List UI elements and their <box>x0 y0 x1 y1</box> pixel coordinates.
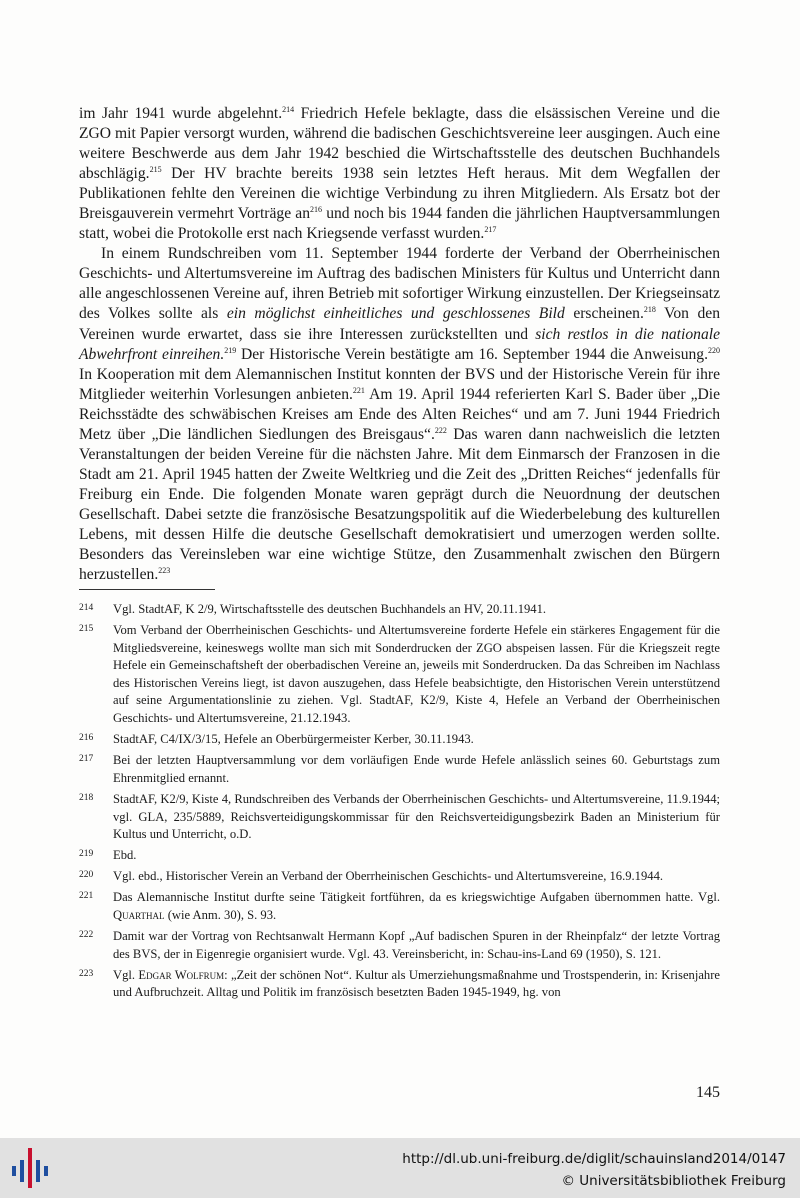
author-name: Edgar Wolfrum <box>138 967 225 982</box>
footnote <box>79 601 720 619</box>
footer-url-link[interactable]: http://dl.ub.uni-freiburg.de/diglit/schauinsland2014/0147 <box>402 1151 786 1167</box>
footnote-text-run: Ebd. <box>113 848 137 863</box>
footnote-ref: 216 <box>310 205 323 215</box>
footnotes <box>79 601 720 1005</box>
paragraph-1 <box>79 104 720 244</box>
text-run: und noch bis 1944 fanden die jährlichen Hauptversammlungen statt, wobei die Protokolle erst nach Kriegsende verfasst wurden. <box>79 205 720 243</box>
footnote-number: 220 <box>79 870 94 881</box>
footnote-text-run: Vgl. ebd., Historischer Verein an Verband der Oberrheinischen Geschichts- und Altertumsvereine, 16.9.1944. <box>113 869 664 884</box>
text-run: Friedrich Hefele beklagte, dass die elsässischen Vereine und die ZGO mit Papier versorgt wurden, während die badischen Geschichtsvereine leer ausgingen. Auch eine weitere Beschwerde aus dem Jahr 1942 beschied die Wirtschaftsstelle des deutschen Buchhandels abschlägig. <box>79 105 720 183</box>
footnote-text-run: Vgl. StadtAF, K 2/9, Wirtschaftsstelle des deutschen Buchhandels an HV, 20.11.1941. <box>113 602 547 616</box>
italic-quote: sich restlos in die nationale Abwehrfront einreihen. <box>79 325 720 363</box>
ub-freiburg-logo-icon[interactable] <box>10 1144 50 1192</box>
page-number: 145 <box>696 1084 720 1101</box>
text-run: im Jahr 1941 wurde abgelehnt. <box>79 105 283 122</box>
footnote-separator <box>79 589 215 590</box>
footnote-number: 221 <box>79 891 94 902</box>
footnote-text <box>113 752 720 787</box>
footnote-text-run: Bei der letzten Hauptversammlung vor dem vorläufigen Ende wurde Hefele anlässlich seines 60. Geburtstags zum Ehrenmitglied ernannt. <box>113 753 720 785</box>
footnote-ref: 217 <box>484 225 497 235</box>
text-run: Der Historische Verein bestätigte am 16. September 1944 die Anweisung. <box>236 345 708 363</box>
footer-bar <box>0 1138 800 1198</box>
footnote-ref: 221 <box>352 385 365 395</box>
main-text <box>79 104 720 585</box>
text-run: Von den Vereinen wurde erwartet, dass sie ihre Interessen zurückstellten und <box>79 305 721 343</box>
italic-quote: ein möglichst einheitliches und geschlossenes Bild <box>226 305 565 323</box>
footnote-text-run: Damit war der Vortrag von Rechtsanwalt Hermann Kopf „Auf badischen Spuren in der Rheinpfalz“ der letzte Vortrag des BVS, der in Eigenregie organisiert wurde. Vgl. 43. Vereinsbericht, in: Schau-ins-Land 69 (1950), S. 121. <box>113 929 720 961</box>
footnote-ref: 223 <box>158 566 171 576</box>
text-run: Am 19. April 1944 referierten Karl S. Bader über „Die Reichsstädte des schwäbischen Kreises am Ende des Alten Reiches“ und am 7. Juni 1944 Friedrich Metz über „Die ländlichen Siedlungen des Breisgaus“. <box>79 385 721 443</box>
footnote <box>79 889 720 924</box>
footnote-text <box>113 928 720 963</box>
footnote-number: 222 <box>79 930 94 941</box>
paragraph-2 <box>79 244 720 585</box>
text-run: In Kooperation mit dem Alemannischen Institut konnten der BVS und der Historische Verein für ihre Mitglieder weiterhin Vorlesungen anbieten. <box>79 365 720 403</box>
footnote-text <box>113 601 720 619</box>
footnote <box>79 868 720 886</box>
footnote-text-run: Das Alemannische Institut durfte seine Tätigkeit fortführen, da es kriegswichtige Aufgaben übernommen hatte. Vgl. <box>113 890 720 905</box>
footnote-number: 223 <box>79 968 94 979</box>
footnote-text-run: StadtAF, C4/IX/3/15, Hefele an Oberbürgermeister Kerber, 30.11.1943. <box>113 732 474 747</box>
footnote-text-run: StadtAF, K2/9, Kiste 4, Rundschreiben des Verbands der Oberrheinischen Geschichts- und Altertumsvereine, 11.9.1944; vgl. GLA, 235/5889, Reichsverteidigungskommissar für den Reichsverteidigungsbezirk Baden an Ministerium für Kultus und Unterricht, o.D. <box>113 791 720 842</box>
footnote-text-run: : „Zeit der schönen Not“. Kultur als Umerziehungsmaßnahme und Trostspenderin, in: Krisenjahre und Aufbruchzeit. Alltag und Politik im französisch besetzten Baden 1945-1949, hg. von <box>113 967 720 1000</box>
footnote-text <box>113 847 720 865</box>
footnote-text <box>113 868 720 886</box>
text-run: Das waren dann nachweislich die letzten Veranstaltungen der beiden Vereine für die nächsten Jahre. Mit dem Einmarsch der Franzosen in die Stadt am 21. April 1945 hatten der Zweite Weltkrieg und die Zeit des „Dritten Reiches“ jedenfalls für Freiburg ein Ende. Die folgenden Monate waren geprägt durch die Neuordnung der deutschen Gesellschaft. Dabei setzte die französische Besatzungspolitik auf die Wiederbelebung des kulturellen Lebens, mit dessen Hilfe die deutsche Gesellschaft demokratisiert und umerzogen werden sollte. Besonders das Vereinsleben war eine wichtige Stütze, den Zusammenhalt zwischen den Bürgern herzustellen. <box>79 425 721 584</box>
footnote <box>79 967 720 1002</box>
footnote-text-run: (wie Anm. 30), S. 93. <box>164 908 277 922</box>
footnote-text <box>113 791 720 844</box>
footnote <box>79 847 720 865</box>
text-run: In einem Rundschreiben vom 11. September 1944 forderte der Verband der Oberrheinischen Geschichts- und Altertumsvereine im Auftrag des badischen Ministers für Kultus und Unterricht dann alle angeschlossenen Vereine auf, ihren Betrieb mit sofortiger Wirkung einzustellen. Der Kriegseinsatz des Volkes sollte als <box>79 245 720 323</box>
footnote-text-run: Vgl. <box>113 967 139 982</box>
footnote-ref: 214 <box>282 105 295 114</box>
footnote-number: 218 <box>79 792 94 803</box>
footnote-number: 219 <box>79 849 94 860</box>
footnote <box>79 928 720 963</box>
footnote-text <box>113 967 720 1002</box>
footnote <box>79 752 720 787</box>
footnote-text <box>113 889 720 924</box>
footnote-number: 215 <box>79 624 94 635</box>
footnote-ref: 222 <box>434 425 447 435</box>
footnote-ref: 220 <box>708 345 720 355</box>
footnote-number: 216 <box>79 733 94 744</box>
footnote-text <box>113 731 720 749</box>
text-run: Der HV brachte bereits 1938 sein letztes Heft heraus. Mit dem Wegfallen der Publikationen fehlte den Vereinen die wichtige Verbindung zu ihren Mitgliedern. Als Ersatz bot der Breisgauverein vermehrt Vorträge an <box>79 165 720 223</box>
footnote-text-run: Vom Verband der Oberrheinischen Geschichts- und Altertumsvereine forderte Hefele ein stärkeres Engagement für die Mitgliedsvereine, keineswegs wollte man sich mit Sonderdrucken der ZGO abspeisen lassen. Für die Kriegszeit regte Hefele ein Gemeinschaftsheft der oberbadischen Vereine an, jeweils mit Sonderdrucken. Da das Schreiben im Nachlass des Historischen Vereins liegt, ist davon auszugehen, dass Hefele beabsichtigte, den Historischen Verein unterstützend auf seine Argumentationslinie zu ziehen. Vgl. StadtAF, K2/9, Kiste 4, Hefele an Verband der Oberrheinischen Geschichts- und Altertumsvereine, 21.12.1943. <box>113 623 720 726</box>
text-run: erscheinen. <box>564 305 644 323</box>
footnote <box>79 731 720 749</box>
footer-copyright: © Universitätsbibliothek Freiburg <box>561 1173 786 1189</box>
footnote-ref: 218 <box>643 305 656 315</box>
footnote-number: 217 <box>79 754 94 765</box>
footnote-ref: 219 <box>224 345 237 355</box>
footnote <box>79 622 720 728</box>
footnote-text <box>113 622 720 728</box>
footnote <box>79 791 720 844</box>
author-name: Quarthal <box>113 908 165 922</box>
footnote-number: 214 <box>79 603 94 613</box>
footnote-ref: 215 <box>149 165 162 175</box>
